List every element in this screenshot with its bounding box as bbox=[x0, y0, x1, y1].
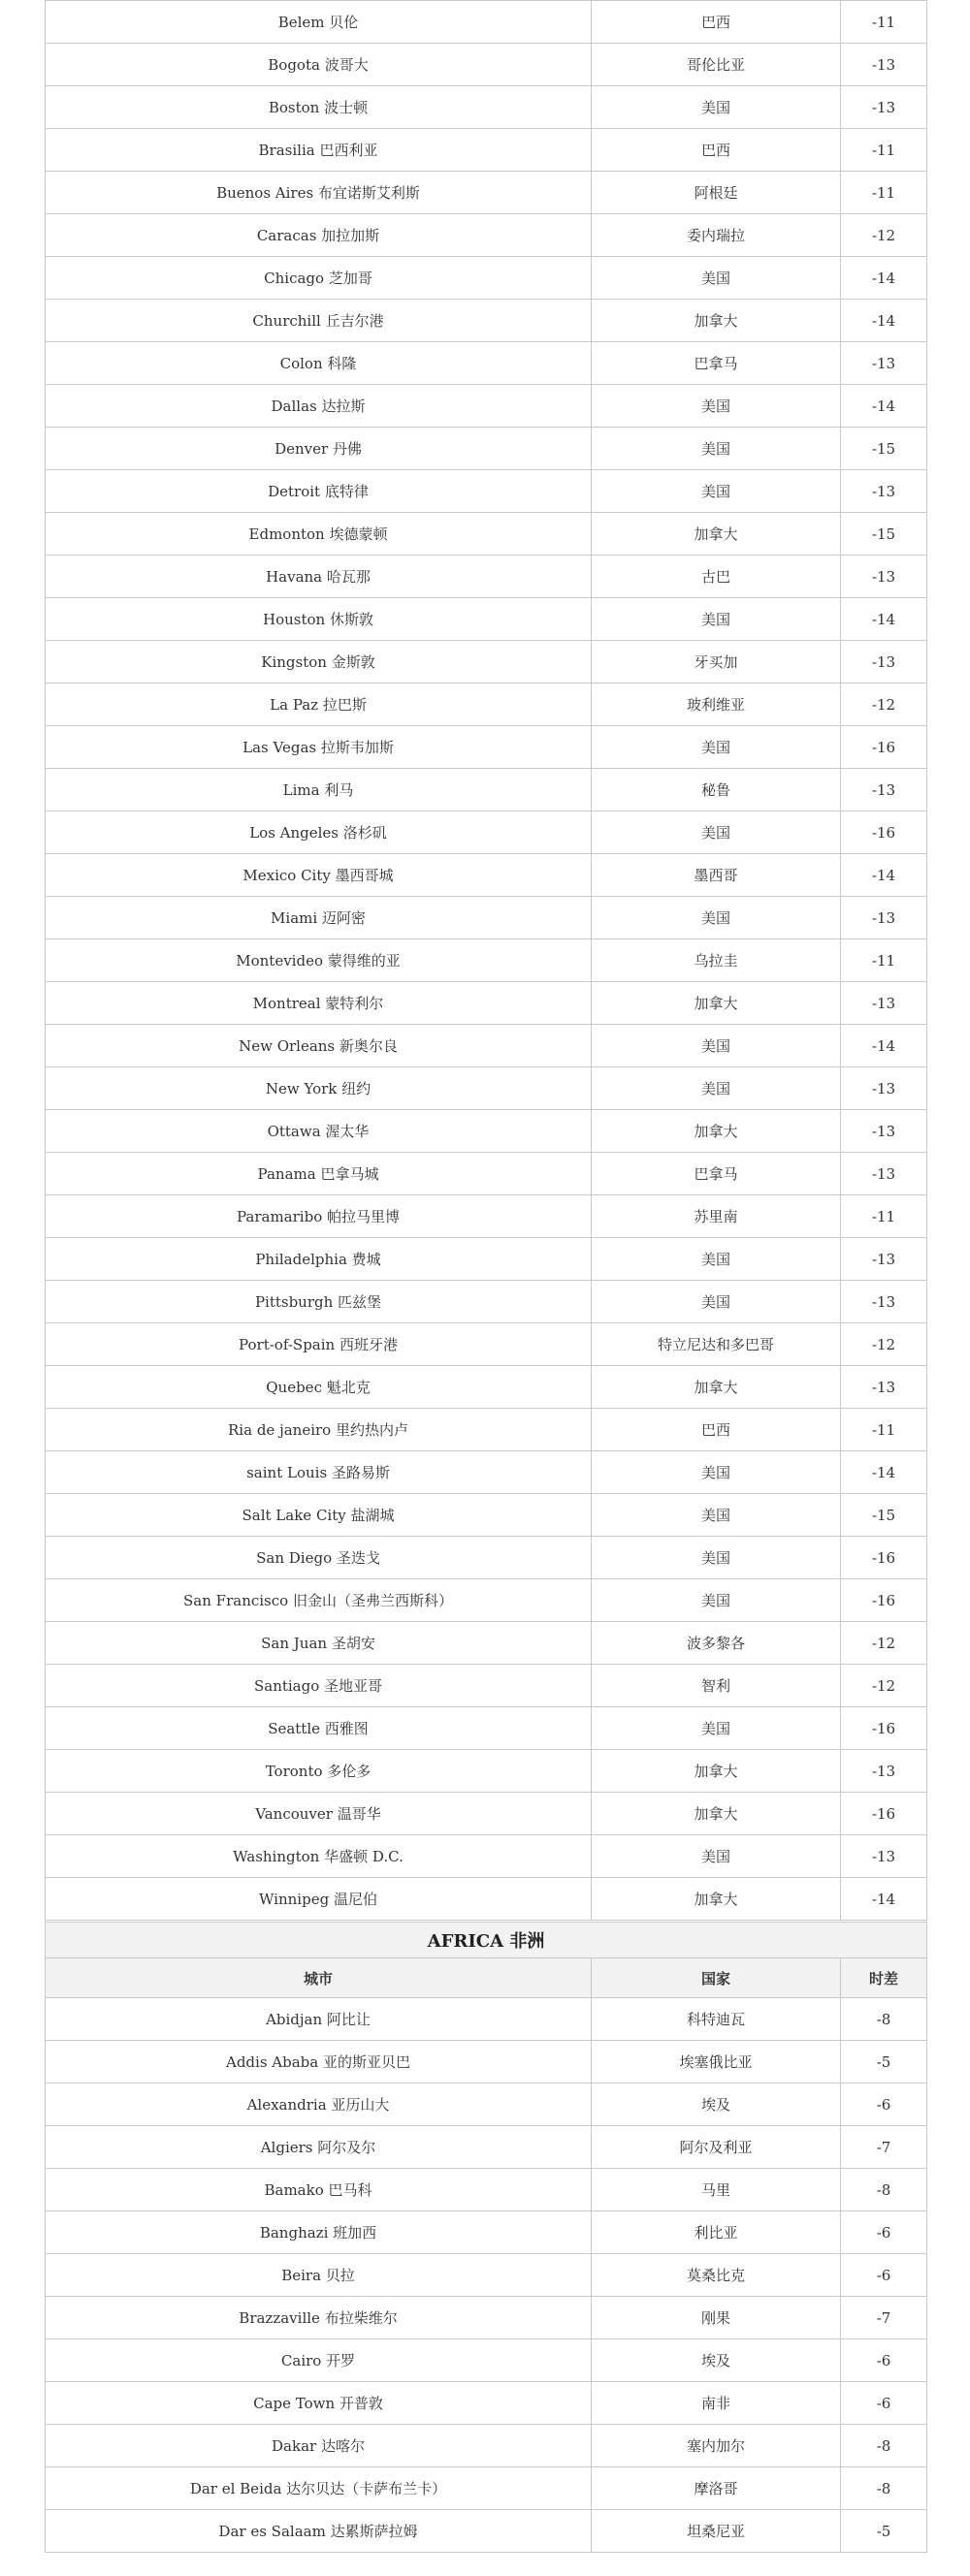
country-cell: 加拿大 bbox=[592, 513, 841, 556]
header-diff: 时差 bbox=[841, 1958, 927, 1998]
table-row bbox=[46, 1878, 927, 1921]
city-cell: Cairo 开罗 bbox=[46, 2339, 592, 2382]
time-diff-cell: -16 bbox=[841, 1793, 927, 1835]
time-diff-cell: -6 bbox=[841, 2211, 927, 2254]
table-row bbox=[46, 1665, 927, 1707]
country-cell: 埃及 bbox=[592, 2339, 841, 2382]
table-row bbox=[46, 2211, 927, 2254]
country-cell: 埃塞俄比亚 bbox=[592, 2041, 841, 2083]
country-cell: 美国 bbox=[592, 598, 841, 641]
city-cell: Washington 华盛顿 D.C. bbox=[46, 1835, 592, 1878]
table-row bbox=[46, 1494, 927, 1537]
country-cell: 美国 bbox=[592, 385, 841, 428]
time-diff-cell: -13 bbox=[841, 1366, 927, 1409]
table-row bbox=[46, 1, 927, 44]
table-row bbox=[46, 854, 927, 897]
city-cell: Dar el Beida 达尔贝达（卡萨布兰卡） bbox=[46, 2467, 592, 2510]
city-cell: San Francisco 旧金山（圣弗兰西斯科） bbox=[46, 1579, 592, 1622]
country-cell: 美国 bbox=[592, 1579, 841, 1622]
table-row bbox=[46, 2425, 927, 2467]
country-cell: 巴西 bbox=[592, 1, 841, 44]
time-diff-cell: -13 bbox=[841, 769, 927, 811]
country-cell: 美国 bbox=[592, 1238, 841, 1281]
table-row bbox=[46, 939, 927, 982]
country-cell: 巴西 bbox=[592, 129, 841, 172]
time-diff-cell: -8 bbox=[841, 1998, 927, 2041]
time-diff-cell: -8 bbox=[841, 2425, 927, 2467]
table-row bbox=[46, 470, 927, 513]
country-cell: 美国 bbox=[592, 86, 841, 129]
country-cell: 加拿大 bbox=[592, 1366, 841, 1409]
time-diff-cell: -7 bbox=[841, 2297, 927, 2339]
country-cell: 美国 bbox=[592, 1537, 841, 1579]
header-country: 国家 bbox=[592, 1958, 841, 1998]
country-cell: 美国 bbox=[592, 811, 841, 854]
city-cell: Port-of-Spain 西班牙港 bbox=[46, 1323, 592, 1366]
country-cell: 美国 bbox=[592, 257, 841, 300]
time-diff-cell: -13 bbox=[841, 1750, 927, 1793]
country-cell: 玻利维亚 bbox=[592, 684, 841, 726]
country-cell: 美国 bbox=[592, 1281, 841, 1323]
city-cell: Abidjan 阿比让 bbox=[46, 1998, 592, 2041]
city-cell: Ottawa 渥太华 bbox=[46, 1110, 592, 1153]
country-cell: 美国 bbox=[592, 1025, 841, 1067]
table-row bbox=[46, 1451, 927, 1494]
country-cell: 刚果 bbox=[592, 2297, 841, 2339]
table-row bbox=[46, 726, 927, 769]
city-cell: Beira 贝拉 bbox=[46, 2254, 592, 2297]
table-row bbox=[46, 129, 927, 172]
time-diff-cell: -11 bbox=[841, 1195, 927, 1238]
city-cell: Caracas 加拉加斯 bbox=[46, 214, 592, 257]
country-cell: 加拿大 bbox=[592, 982, 841, 1025]
time-diff-cell: -6 bbox=[841, 2254, 927, 2297]
country-cell: 利比亚 bbox=[592, 2211, 841, 2254]
table-row bbox=[46, 1579, 927, 1622]
city-cell: Salt Lake City 盐湖城 bbox=[46, 1494, 592, 1537]
header-city: 城市 bbox=[46, 1958, 592, 1998]
table-row bbox=[46, 44, 927, 86]
country-cell: 南非 bbox=[592, 2382, 841, 2425]
time-diff-cell: -12 bbox=[841, 1622, 927, 1665]
time-diff-cell: -11 bbox=[841, 1, 927, 44]
time-diff-cell: -13 bbox=[841, 86, 927, 129]
time-diff-cell: -13 bbox=[841, 1238, 927, 1281]
time-diff-cell: -13 bbox=[841, 1110, 927, 1153]
time-diff-cell: -13 bbox=[841, 982, 927, 1025]
table-row bbox=[46, 214, 927, 257]
country-cell: 牙买加 bbox=[592, 641, 841, 684]
city-cell: Brasilia 巴西利亚 bbox=[46, 129, 592, 172]
country-cell: 加拿大 bbox=[592, 1750, 841, 1793]
table-row bbox=[46, 1707, 927, 1750]
country-cell: 美国 bbox=[592, 1451, 841, 1494]
time-diff-cell: -7 bbox=[841, 2126, 927, 2169]
country-cell: 巴拿马 bbox=[592, 342, 841, 385]
table-row bbox=[46, 641, 927, 684]
americas-timezone-table bbox=[45, 0, 927, 1921]
city-cell: Boston 波士顿 bbox=[46, 86, 592, 129]
city-cell: Bogota 波哥大 bbox=[46, 44, 592, 86]
table-row bbox=[46, 2169, 927, 2211]
country-cell: 特立尼达和多巴哥 bbox=[592, 1323, 841, 1366]
time-diff-cell: -6 bbox=[841, 2083, 927, 2126]
time-diff-cell: -12 bbox=[841, 1323, 927, 1366]
city-cell: San Juan 圣胡安 bbox=[46, 1622, 592, 1665]
time-diff-cell: -11 bbox=[841, 172, 927, 214]
city-cell: Dar es Salaam 达累斯萨拉姆 bbox=[46, 2510, 592, 2553]
table-row bbox=[46, 513, 927, 556]
country-cell: 马里 bbox=[592, 2169, 841, 2211]
country-cell: 科特迪瓦 bbox=[592, 1998, 841, 2041]
city-cell: Paramaribo 帕拉马里博 bbox=[46, 1195, 592, 1238]
city-cell: Detroit 底特律 bbox=[46, 470, 592, 513]
table-row bbox=[46, 385, 927, 428]
time-diff-cell: -13 bbox=[841, 1153, 927, 1195]
city-cell: Alexandria 亚历山大 bbox=[46, 2083, 592, 2126]
city-cell: Cape Town 开普敦 bbox=[46, 2382, 592, 2425]
table-row bbox=[46, 1409, 927, 1451]
city-cell: Seattle 西雅图 bbox=[46, 1707, 592, 1750]
time-diff-cell: -6 bbox=[841, 2339, 927, 2382]
city-cell: Dakar 达喀尔 bbox=[46, 2425, 592, 2467]
time-diff-cell: -15 bbox=[841, 513, 927, 556]
country-cell: 阿根廷 bbox=[592, 172, 841, 214]
time-diff-cell: -16 bbox=[841, 726, 927, 769]
time-diff-cell: -11 bbox=[841, 939, 927, 982]
table-row bbox=[46, 1195, 927, 1238]
table-row bbox=[46, 769, 927, 811]
table-row bbox=[46, 1110, 927, 1153]
city-cell: Chicago 芝加哥 bbox=[46, 257, 592, 300]
time-diff-cell: -16 bbox=[841, 1707, 927, 1750]
city-cell: Belem 贝伦 bbox=[46, 1, 592, 44]
time-diff-cell: -13 bbox=[841, 1281, 927, 1323]
city-cell: Colon 科隆 bbox=[46, 342, 592, 385]
country-cell: 巴拿马 bbox=[592, 1153, 841, 1195]
country-cell: 摩洛哥 bbox=[592, 2467, 841, 2510]
city-cell: Los Angeles 洛杉矶 bbox=[46, 811, 592, 854]
city-cell: La Paz 拉巴斯 bbox=[46, 684, 592, 726]
time-diff-cell: -14 bbox=[841, 1025, 927, 1067]
country-cell: 墨西哥 bbox=[592, 854, 841, 897]
city-cell: Las Vegas 拉斯韦加斯 bbox=[46, 726, 592, 769]
country-cell: 美国 bbox=[592, 1494, 841, 1537]
time-diff-cell: -5 bbox=[841, 2510, 927, 2553]
city-cell: Denver 丹佛 bbox=[46, 428, 592, 470]
country-cell: 美国 bbox=[592, 1835, 841, 1878]
time-diff-cell: -13 bbox=[841, 470, 927, 513]
city-cell: Churchill 丘吉尔港 bbox=[46, 300, 592, 342]
city-cell: Quebec 魁北克 bbox=[46, 1366, 592, 1409]
table-row bbox=[46, 257, 927, 300]
time-diff-cell: -15 bbox=[841, 1494, 927, 1537]
city-cell: Banghazi 班加西 bbox=[46, 2211, 592, 2254]
table-row bbox=[46, 982, 927, 1025]
time-diff-cell: -13 bbox=[841, 1067, 927, 1110]
city-cell: Winnipeg 温尼伯 bbox=[46, 1878, 592, 1921]
africa-section-title-row bbox=[46, 1923, 927, 1958]
city-cell: Panama 巴拿马城 bbox=[46, 1153, 592, 1195]
time-diff-cell: -14 bbox=[841, 385, 927, 428]
time-diff-cell: -14 bbox=[841, 1878, 927, 1921]
city-cell: Edmonton 埃德蒙顿 bbox=[46, 513, 592, 556]
table-row bbox=[46, 172, 927, 214]
table-row bbox=[46, 300, 927, 342]
country-cell: 加拿大 bbox=[592, 1793, 841, 1835]
country-cell: 莫桑比克 bbox=[592, 2254, 841, 2297]
city-cell: Mexico City 墨西哥城 bbox=[46, 854, 592, 897]
city-cell: Kingston 金斯敦 bbox=[46, 641, 592, 684]
city-cell: Algiers 阿尔及尔 bbox=[46, 2126, 592, 2169]
table-header-row bbox=[46, 1958, 927, 1998]
table-row bbox=[46, 1835, 927, 1878]
country-cell: 智利 bbox=[592, 1665, 841, 1707]
table-row bbox=[46, 1067, 927, 1110]
city-cell: Montevideo 蒙得维的亚 bbox=[46, 939, 592, 982]
table-row bbox=[46, 2297, 927, 2339]
time-diff-cell: -14 bbox=[841, 1451, 927, 1494]
table-row bbox=[46, 2041, 927, 2083]
table-row bbox=[46, 811, 927, 854]
time-diff-cell: -12 bbox=[841, 214, 927, 257]
city-cell: Vancouver 温哥华 bbox=[46, 1793, 592, 1835]
table-row bbox=[46, 897, 927, 939]
time-diff-cell: -13 bbox=[841, 897, 927, 939]
city-cell: Toronto 多伦多 bbox=[46, 1750, 592, 1793]
city-cell: San Diego 圣迭戈 bbox=[46, 1537, 592, 1579]
time-diff-cell: -5 bbox=[841, 2041, 927, 2083]
country-cell: 秘鲁 bbox=[592, 769, 841, 811]
table-row bbox=[46, 1998, 927, 2041]
africa-table-body bbox=[46, 1998, 927, 2553]
time-diff-cell: -11 bbox=[841, 129, 927, 172]
table-row bbox=[46, 684, 927, 726]
table-row bbox=[46, 1622, 927, 1665]
table-row bbox=[46, 2510, 927, 2553]
city-cell: Montreal 蒙特利尔 bbox=[46, 982, 592, 1025]
time-diff-cell: -8 bbox=[841, 2169, 927, 2211]
country-cell: 埃及 bbox=[592, 2083, 841, 2126]
table-row bbox=[46, 1238, 927, 1281]
time-diff-cell: -16 bbox=[841, 1537, 927, 1579]
table-row bbox=[46, 1793, 927, 1835]
table-row bbox=[46, 1366, 927, 1409]
country-cell: 美国 bbox=[592, 1707, 841, 1750]
time-diff-cell: -13 bbox=[841, 556, 927, 598]
city-cell: Brazzaville 布拉柴维尔 bbox=[46, 2297, 592, 2339]
time-diff-cell: -16 bbox=[841, 1579, 927, 1622]
country-cell: 苏里南 bbox=[592, 1195, 841, 1238]
country-cell: 哥伦比亚 bbox=[592, 44, 841, 86]
city-cell: Bamako 巴马科 bbox=[46, 2169, 592, 2211]
table-row bbox=[46, 2083, 927, 2126]
table-row bbox=[46, 428, 927, 470]
country-cell: 美国 bbox=[592, 897, 841, 939]
americas-table-body bbox=[46, 1, 927, 1921]
table-row bbox=[46, 1281, 927, 1323]
city-cell: Philadelphia 费城 bbox=[46, 1238, 592, 1281]
city-cell: saint Louis 圣路易斯 bbox=[46, 1451, 592, 1494]
time-diff-cell: -12 bbox=[841, 1665, 927, 1707]
country-cell: 加拿大 bbox=[592, 1110, 841, 1153]
table-row bbox=[46, 1153, 927, 1195]
city-cell: Buenos Aires 布宜诺斯艾利斯 bbox=[46, 172, 592, 214]
city-cell: Addis Ababa 亚的斯亚贝巴 bbox=[46, 2041, 592, 2083]
table-row bbox=[46, 2467, 927, 2510]
table-row bbox=[46, 598, 927, 641]
country-cell: 委内瑞拉 bbox=[592, 214, 841, 257]
country-cell: 美国 bbox=[592, 726, 841, 769]
table-row bbox=[46, 86, 927, 129]
country-cell: 古巴 bbox=[592, 556, 841, 598]
table-row bbox=[46, 1537, 927, 1579]
table-row bbox=[46, 556, 927, 598]
time-diff-cell: -13 bbox=[841, 342, 927, 385]
time-diff-cell: -6 bbox=[841, 2382, 927, 2425]
city-cell: Lima 利马 bbox=[46, 769, 592, 811]
country-cell: 塞内加尔 bbox=[592, 2425, 841, 2467]
time-diff-cell: -13 bbox=[841, 1835, 927, 1878]
city-cell: New York 纽约 bbox=[46, 1067, 592, 1110]
country-cell: 加拿大 bbox=[592, 300, 841, 342]
table-row bbox=[46, 1750, 927, 1793]
country-cell: 波多黎各 bbox=[592, 1622, 841, 1665]
table-row bbox=[46, 2382, 927, 2425]
africa-timezone-table bbox=[45, 1922, 927, 2553]
city-cell: Miami 迈阿密 bbox=[46, 897, 592, 939]
city-cell: Ria de janeiro 里约热内卢 bbox=[46, 1409, 592, 1451]
time-diff-cell: -14 bbox=[841, 257, 927, 300]
time-diff-cell: -11 bbox=[841, 1409, 927, 1451]
country-cell: 美国 bbox=[592, 1067, 841, 1110]
city-cell: Pittsburgh 匹兹堡 bbox=[46, 1281, 592, 1323]
city-cell: Dallas 达拉斯 bbox=[46, 385, 592, 428]
city-cell: New Orleans 新奥尔良 bbox=[46, 1025, 592, 1067]
time-diff-cell: -14 bbox=[841, 300, 927, 342]
time-diff-cell: -13 bbox=[841, 641, 927, 684]
city-cell: Havana 哈瓦那 bbox=[46, 556, 592, 598]
country-cell: 美国 bbox=[592, 428, 841, 470]
time-diff-cell: -12 bbox=[841, 684, 927, 726]
country-cell: 乌拉圭 bbox=[592, 939, 841, 982]
country-cell: 阿尔及利亚 bbox=[592, 2126, 841, 2169]
country-cell: 美国 bbox=[592, 470, 841, 513]
country-cell: 巴西 bbox=[592, 1409, 841, 1451]
table-row bbox=[46, 2339, 927, 2382]
table-row bbox=[46, 1323, 927, 1366]
table-row bbox=[46, 342, 927, 385]
time-diff-cell: -13 bbox=[841, 44, 927, 86]
table-row bbox=[46, 2254, 927, 2297]
country-cell: 加拿大 bbox=[592, 1878, 841, 1921]
time-diff-cell: -16 bbox=[841, 811, 927, 854]
country-cell: 坦桑尼亚 bbox=[592, 2510, 841, 2553]
time-diff-cell: -15 bbox=[841, 428, 927, 470]
city-cell: Santiago 圣地亚哥 bbox=[46, 1665, 592, 1707]
table-row bbox=[46, 1025, 927, 1067]
table-row bbox=[46, 2126, 927, 2169]
time-diff-cell: -14 bbox=[841, 854, 927, 897]
time-diff-cell: -8 bbox=[841, 2467, 927, 2510]
section-title: AFRICA 非洲 bbox=[46, 1923, 927, 1958]
time-diff-cell: -14 bbox=[841, 598, 927, 641]
city-cell: Houston 休斯敦 bbox=[46, 598, 592, 641]
